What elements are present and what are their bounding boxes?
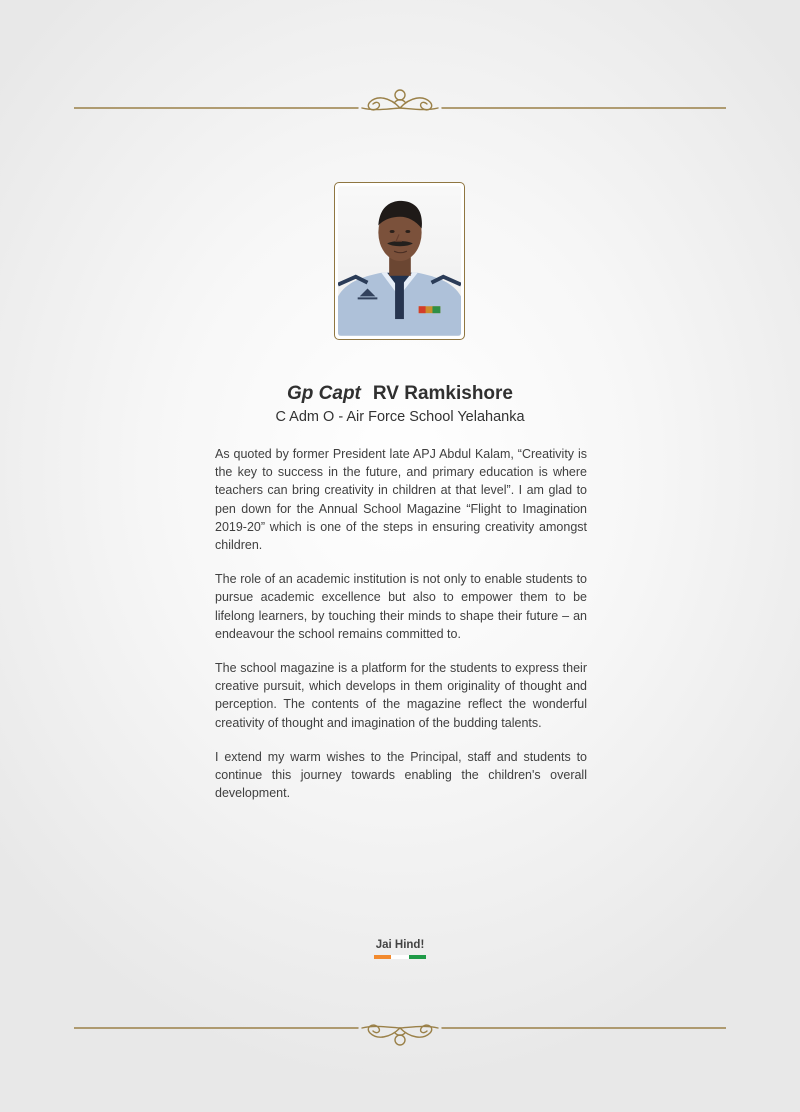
bottom-ornamental-divider bbox=[74, 1016, 726, 1046]
tricolour-green-band bbox=[409, 955, 426, 959]
officer-portrait bbox=[338, 186, 461, 336]
message-body bbox=[215, 445, 587, 818]
officer-designation: C Adm O - Air Force School Yelahanka bbox=[275, 409, 525, 425]
message-paragraph-4: I extend my warm wishes to the Principal, staff and students to continue this journey towards enabling the children's overall development. bbox=[215, 749, 587, 801]
scroll-ornament-icon bbox=[74, 86, 726, 116]
officer-name: RV Ramkishore bbox=[372, 383, 513, 404]
scroll-ornament-icon bbox=[74, 1016, 726, 1046]
officer-name-heading bbox=[200, 382, 600, 406]
tricolour-white-band bbox=[391, 955, 408, 959]
tricolour-saffron-band bbox=[374, 955, 391, 959]
message-paragraph-2: The role of an academic institution is not only to enable students to pursue academic excellence but also to empower them to be lifelong learners, by touching their minds to shape their future – an endeavour the school remains committed to. bbox=[215, 572, 587, 641]
message-paragraph-1: As quoted by former President late APJ Abdul Kalam, “Creativity is the key to success in the future, and primary education is where teachers can bring creativity in children at that level”. I am glad to pen down for the Annual School Magazine “Flight to Imagination 2019-20” which is one of the steps in ensuring creativity amongst children. bbox=[215, 447, 587, 553]
portrait-frame bbox=[334, 182, 465, 340]
message-paragraph-3: The school magazine is a platform for the students to express their creative pursuit, which develops in them originality of thought and perception. The contents of the magazine reflect the wonderful creativity of thought and imagination of the budding talents. bbox=[215, 661, 587, 730]
top-ornamental-divider bbox=[74, 86, 726, 116]
tricolour-underline bbox=[374, 955, 426, 959]
officer-rank: Gp Capt bbox=[287, 383, 361, 404]
closing-salutation: Jai Hind! bbox=[375, 939, 425, 951]
